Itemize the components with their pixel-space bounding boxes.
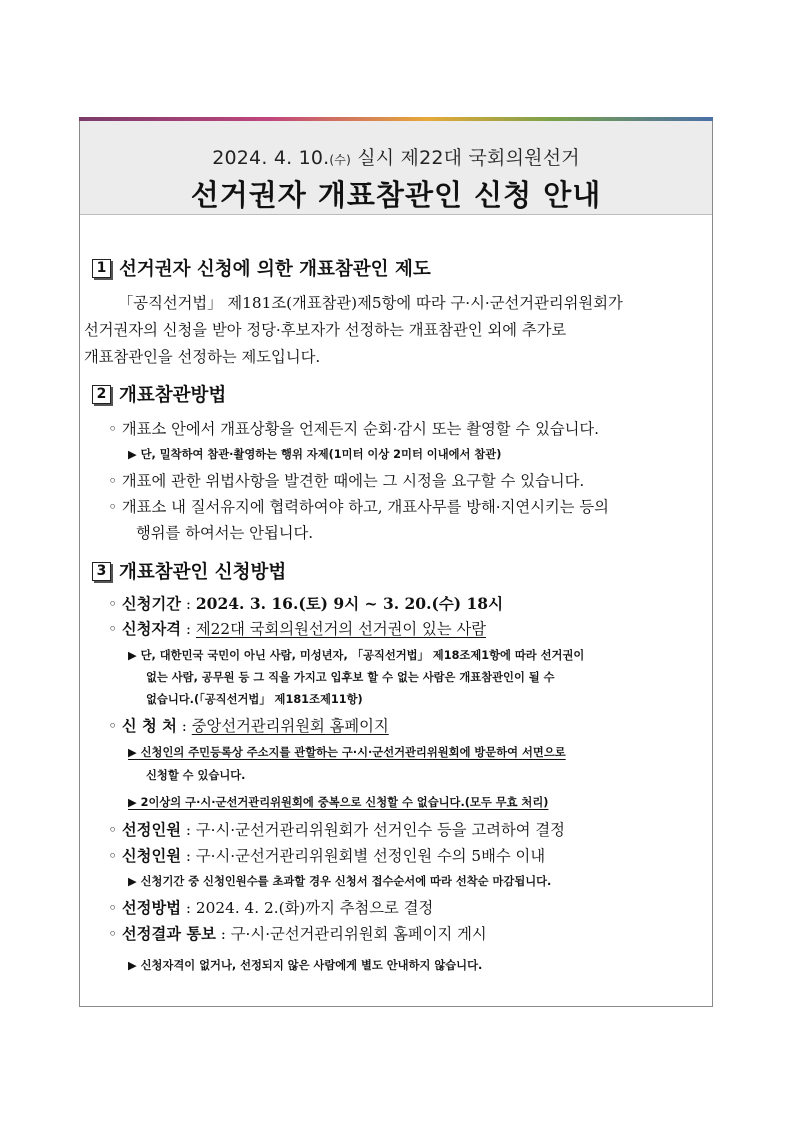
colon: : <box>181 821 196 839</box>
colon: : <box>215 925 231 943</box>
s2-bullet-3: ◦ 개표소 내 질서유지에 협력하여야 하고, 개표사무를 방해·지연시키는 등의 <box>108 498 609 516</box>
notice-header <box>80 121 712 215</box>
place-note-1: ▶ 신청인의 주민등록상 주소지를 관할하는 구·시·군선거관리위원회에 방문하여 서면으로 <box>128 746 566 759</box>
applicants-label: 신청인원 <box>121 847 181 865</box>
page-title: 선거권자 개표참관인 신청 안내 <box>190 178 602 212</box>
election-subtitle <box>80 143 712 170</box>
s1-line-3: 개표참관인을 선정하는 제도입니다. <box>84 348 321 366</box>
s3-applicants-item: ◦ 신청인원 : 구·시·군선거관리위원회별 선정인원 수의 5배수 이내 <box>108 847 546 865</box>
s3-result-item: ◦ 선정결과 통보 : 구·시·군선거관리위원회 홈페이지 게시 <box>108 925 487 943</box>
s2-bullet-1: ◦ 개표소 안에서 개표상황을 언제든지 순회·감시 또는 촬영할 수 있습니다. <box>108 420 600 438</box>
place-value: 중앙선거관리위원회 홈페이지 <box>191 717 389 735</box>
qual-note-3: 없습니다.(「공직선거법」 제181조제11항) <box>146 693 363 706</box>
selection-label: 선정인원 <box>121 821 181 839</box>
s3-selection-item: ◦ 선정인원 : 구·시·군선거관리위원회가 선거인수 등을 고려하여 결정 <box>108 821 565 839</box>
s2-bullet-2: ◦ 개표에 관한 위법사항을 발견한 때에는 그 시정을 요구할 수 있습니다. <box>108 472 585 490</box>
place-label: 신 청 처 <box>121 717 177 735</box>
section-number: 2 <box>92 385 111 404</box>
qual-label: 신청자격 <box>121 620 181 638</box>
selection-value: 구·시·군선거관리위원회가 선거인수 등을 고려하여 결정 <box>195 821 565 839</box>
section-title: 개표참관인 신청방법 <box>119 562 287 583</box>
section-number: 3 <box>92 562 111 581</box>
subtitle-text: 실시 제22대 국회의원선거 <box>350 147 580 169</box>
qual-note-1: ▶ 단, 대한민국 국민이 아닌 사람, 미성년자, 「공직선거법」 제18조제1항에 따라 선거권이 <box>128 649 585 662</box>
period-label: 신청기간 <box>121 595 181 613</box>
applicants-note: ▶ 신청기간 중 신청인원수를 초과할 경우 신청서 접수순서에 따라 선착순 마감됩니다. <box>128 875 552 888</box>
s3-place-item: ◦ 신 청 처 : 중앙선거관리위원회 홈페이지 <box>108 717 389 735</box>
colon: : <box>181 595 196 613</box>
result-note: ▶ 신청자격이 없거나, 선정되지 않은 사람에게 별도 안내하지 않습니다. <box>128 959 483 972</box>
colon: : <box>181 620 196 638</box>
s2-note-1: ▶ 단, 밀착하여 참관·촬영하는 행위 자제(1미터 이상 2미터 이내에서 참관) <box>128 448 502 461</box>
subtitle-date: 2024. 4. 10. <box>212 147 330 169</box>
place-note-2: 신청할 수 있습니다. <box>146 769 246 782</box>
qual-value: 제22대 국회의원선거의 선거권이 있는 사람 <box>195 620 487 638</box>
s1-line-2: 선거권자의 신청을 받아 정당·후보자가 선정하는 개표참관인 외에 추가로 <box>84 321 567 339</box>
method-value: 2024. 4. 2.(화)까지 추첨으로 결정 <box>195 899 434 917</box>
section-title: 개표참관방법 <box>119 385 227 406</box>
section-title: 선거권자 신청에 의한 개표참관인 제도 <box>119 259 431 280</box>
result-value: 구·시·군선거관리위원회 홈페이지 게시 <box>230 925 487 943</box>
s3-qual-item: ◦ 신청자격 : 제22대 국회의원선거의 선거권이 있는 사람 <box>108 620 487 638</box>
period-value: 2024. 3. 16.(토) 9시 ~ 3. 20.(수) 18시 <box>195 594 504 613</box>
method-label: 선정방법 <box>121 899 181 917</box>
section-1-heading <box>92 255 431 281</box>
colon: : <box>181 847 196 865</box>
place-note-3: ▶ 2이상의 구·시·군선거관리위원회에 중복으로 신청할 수 없습니다.(모두 무효 처리) <box>128 796 549 809</box>
s2-bullet-3-cont: 행위를 하여서는 안됩니다. <box>136 524 314 542</box>
colon: : <box>176 717 192 735</box>
section-3-heading <box>92 558 286 584</box>
result-label: 선정결과 통보 <box>121 925 216 943</box>
section-number: 1 <box>92 259 111 278</box>
s1-line-1: 「공직선거법」 제181조(개표참관)제5항에 따라 구·시·군선거관리위원회가 <box>118 294 623 312</box>
section-2-heading <box>92 381 226 407</box>
subtitle-day: (수) <box>329 153 351 167</box>
applicants-value: 구·시·군선거관리위원회별 선정인원 수의 5배수 이내 <box>195 847 546 865</box>
s3-period-item: ◦ 신청기간 : 2024. 3. 16.(토) 9시 ~ 3. 20.(수) 18시 <box>108 594 504 613</box>
colon: : <box>181 899 196 917</box>
s3-method-item: ◦ 선정방법 : 2024. 4. 2.(화)까지 추첨으로 결정 <box>108 899 434 917</box>
qual-note-2: 없는 사람, 공무원 등 그 직을 가지고 입후보 할 수 없는 사람은 개표참관인이 될 수 <box>146 671 555 684</box>
